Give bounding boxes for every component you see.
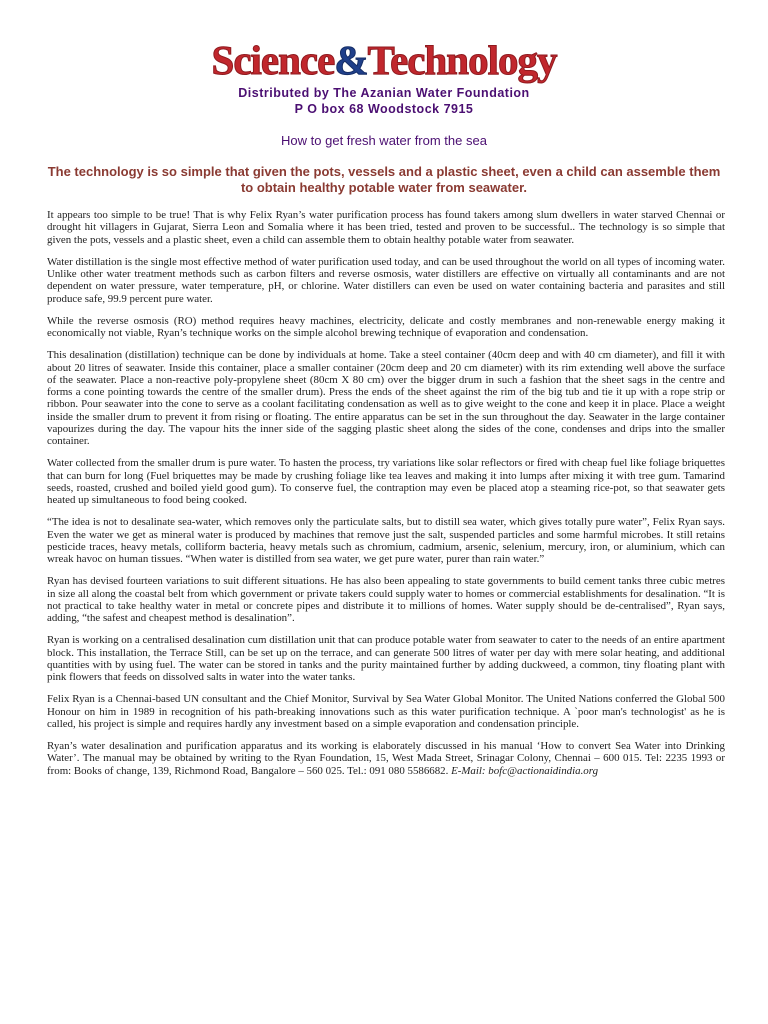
logo-ampersand: & (334, 37, 368, 83)
article-paragraph: While the reverse osmosis (RO) method requires heavy machines, electricity, delicate and costly membranes and non-renewable energy making it economically not viable, Ryan’s technique works on the simple alcohol brewing technique of evaporation and condensation. (47, 314, 725, 339)
masthead (0, 38, 768, 82)
contact-text: Ryan’s water desalination and purification apparatus and its working is elaborately discussed in his manual ‘How to convert Sea Water into Drinking Water’. The manual may be obtained by writing to the Ryan Foundation, 15, West Mada Street, Srinagar Colony, Chennai – 600 015. Tel: 2235 1993 or from: Books of change, 139, Richmond Road, Bangalore – 560 025. Tel.: 091 080 5586682. (47, 740, 725, 777)
distributor-block (0, 85, 768, 117)
article-body (47, 209, 725, 787)
article-deck: The technology is so simple that given the pots, vessels and a plastic sheet, even a child can assemble them to obtain healthy potable water from seawater. (47, 164, 721, 195)
logo-word-science: Science (211, 37, 335, 83)
article-paragraph: Water distillation is the single most effective method of water purification used today, and can be used throughout the world on all types of incoming water. Unlike other water treatment methods such as carbon filters and reverse osmosis, water distillers are effective on virtually all contaminants and are not dependent on water pressure, water temperature, pH, or chlorine. Water distillers can even be used on water containing bacteria and parasites and still produce safe, 99.9 percent pure water. (47, 255, 725, 305)
article-paragraph: Water collected from the smaller drum is pure water. To hasten the process, try variations like solar reflectors or fired with cheap fuel like foliage briquettes that can burn for long (Fuel briquettes may be made by crushing foliage like tea leaves and making it into lumps after mixing it with tree gum. Tamarind seeds, roasted, crushed and boiled yield good gum). To conserve fuel, the contraption may even be placed atop a steaming rice-pot, so that seawater gets heated up simultaneous to food being cooked. (47, 457, 725, 506)
article-headline: How to get fresh water from the sea (281, 133, 487, 148)
logo-word-technology: Technology (367, 37, 557, 83)
article-paragraph: This desalination (distillation) technique can be done by individuals at home. Take a steel container (40cm deep and with 40 cm diameter), and fill it with about 20 litres of seawater. Inside this container, place a smaller container (20cm deep and 20 cm diameter) with its rim extending well above the surface of the seawater. Place a non-reactive poly-propylene sheet (80cm X 80 cm) over the bigger drum in such a fashion that the sheet sags in the centre and forms a cone pointing towards the centre of the smaller drum). Press the ends of the sheet against the rim of the big tub and tie it up with a rope strip or ribbon. Pour seawater into the cone to serve as a coolant facilitating condensation as well as to give weight to the cone and keep it in place. Place a weight inside the smaller drum to prevent it from rising or floating. The entire apparatus can be set in the sun throughout the day. Seawater in the large container vapourizes during the day. The vapour hits the inner side of the sagging plastic sheet along the sides of the cone, condenses and drips into the smaller container. (47, 349, 725, 447)
article-paragraph: Felix Ryan is a Chennai-based UN consultant and the Chief Monitor, Survival by Sea Water Global Monitor. The United Nations conferred the Global 500 Honour on him in 1989 in recognition of his path-breaking innovations such as this water purification technique. A `poor man's technologist' as he is called, his project is simple and requires hardly any investment based on a simple evaporation and condensation principle. (47, 693, 725, 730)
distributed-by-line: Distributed by The Azanian Water Foundation (238, 86, 530, 100)
email-address[interactable]: E-Mail: bofc@actionaidindia.org (451, 764, 599, 777)
article-paragraph: “The idea is not to desalinate sea-water, which removes only the particulate salts, but to distill sea water, which gives totally pure water”, Felix Ryan says. Even the water we get as mineral water is produced by machines that remove just the salt, suspended particles and some harmful microbes. It still retains pesticide traces, heavy metals, colliform bacteria, heavy metals such as chromium, cadmium, arsenic, selenium, mercury, iron, or aluminium, which can wreak havoc on human tissues. “When water is distilled from sea water, we get pure water, purer than rain water.” (47, 516, 725, 565)
contact-paragraph (47, 740, 725, 777)
article-paragraph: It appears too simple to be true! That is why Felix Ryan’s water purification process has found takers among slum dwellers in water starved Chennai or drought hit villagers in Gujarat, Sierra Leon and Somalia where it has been tried, tested and proven to be successful.. The technology is so simple that given the pots, vessels and a plastic sheet, even a child can assemble them to obtain healthy potable water from seawater. (47, 209, 725, 246)
article-paragraph: Ryan has devised fourteen variations to suit different situations. He has also been appealing to state governments to build cement tanks three cubic metres in size all along the coastal belt from which government or private takers could supply water to homes or commercial establishments for desalination. “It is not practical to take healthy water in metal or concrete pipes and distribute it to millions of homes. Water supply should be de-centralised”, Ryan says, adding, “the safest and cheapest method is desalination”. (47, 575, 725, 624)
po-box-line: P O box 68 Woodstock 7915 (294, 102, 474, 116)
article-paragraph: Ryan is working on a centralised desalination cum distillation unit that can produce potable water from seawater to cater to the needs of an entire apartment block. This installation, the Terrace Still, can be set up on the terrace, and can generate 500 litres of water per day with mere solar heating, and additional quantities with by using fuel. The water can be stored in tanks and the purity maintained further by adding duckweed, a common, tiny floating plant with pink flowers that feeds on dissolved salts in water into the water tanks. (47, 634, 725, 683)
science-technology-logo (212, 38, 557, 82)
